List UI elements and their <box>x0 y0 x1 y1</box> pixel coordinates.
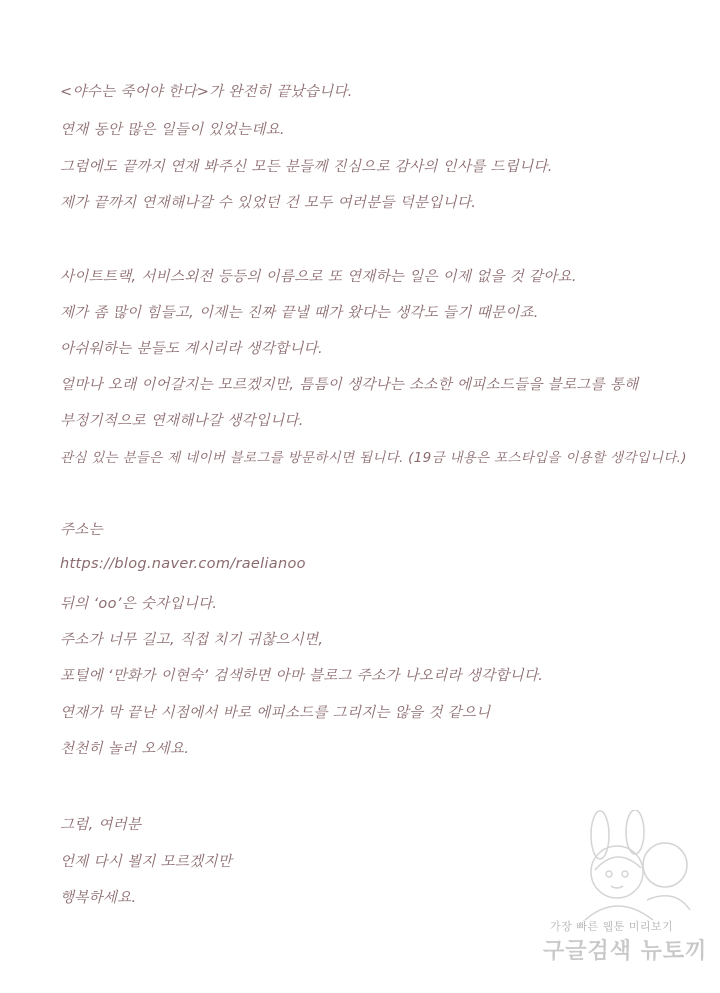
letter-line-5: 사이트트랙, 서비스외전 등등의 이름으로 또 연재하는 일은 이제 없을 것 같아요. <box>60 269 577 285</box>
letter-line-7: 아쉬워하는 분들도 계시리라 생각합니다. <box>60 341 323 357</box>
letter-line-18: 그럼, 여러분 <box>60 817 142 833</box>
letter-line-10: 관심 있는 분들은 제 네이버 블로그를 방문하시면 됩니다. (19금 내용은 포스타입을 이용할 생각입니다.) <box>60 450 687 466</box>
letter-line-16: 연재가 막 끝난 시점에서 바로 에피소드를 그리지는 않을 것 같으니 <box>60 705 491 721</box>
blog-url: https://blog.naver.com/raelianoo <box>60 556 306 572</box>
letter-line-11: 주소는 <box>60 522 103 538</box>
letter-line-14: 주소가 너무 길고, 직접 치기 귀찮으시면, <box>60 632 324 648</box>
letter-line-17: 천천히 놀러 오세요. <box>60 741 190 757</box>
letter-line-2: 연재 동안 많은 일들이 있었는데요. <box>60 122 285 138</box>
letter-line-19: 언제 다시 뵐지 모르겠지만 <box>60 854 233 870</box>
watermark-tagline: 가장 빠른 웹툰 미리보기 <box>550 920 674 933</box>
letter-line-9: 부정기적으로 연재해나갈 생각입니다. <box>60 413 304 429</box>
watermark-title: 구글검색 뉴토끼 <box>543 939 708 964</box>
watermark <box>535 810 708 980</box>
letter-line-4: 제가 끝까지 연재해나갈 수 있었던 건 모두 여러분들 덕분입니다. <box>60 195 477 211</box>
letter-line-3: 그럼에도 끝까지 연재 봐주신 모든 분들께 진심으로 감사의 인사를 드립니다. <box>60 159 553 175</box>
letter-line-15: 포털에 ‘만화가 이현숙’ 검색하면 아마 블로그 주소가 나오리라 생각합니다. <box>60 668 544 684</box>
letter-line-13: 뒤의 ‘oo’은 숫자입니다. <box>60 596 218 612</box>
letter-line-6: 제가 좀 많이 힘들고, 이제는 진짜 끝낼 때가 왔다는 생각도 들기 때문이죠. <box>60 305 539 321</box>
letter-line-1: <야수는 죽어야 한다>가 완전히 끝났습니다. <box>60 84 353 100</box>
letter-line-20: 행복하세요. <box>60 890 137 906</box>
letter-line-8: 얼마나 오래 이어갈지는 모르겠지만, 틈틈이 생각나는 소소한 에피소드들을 블로그를 통해 <box>60 377 639 393</box>
